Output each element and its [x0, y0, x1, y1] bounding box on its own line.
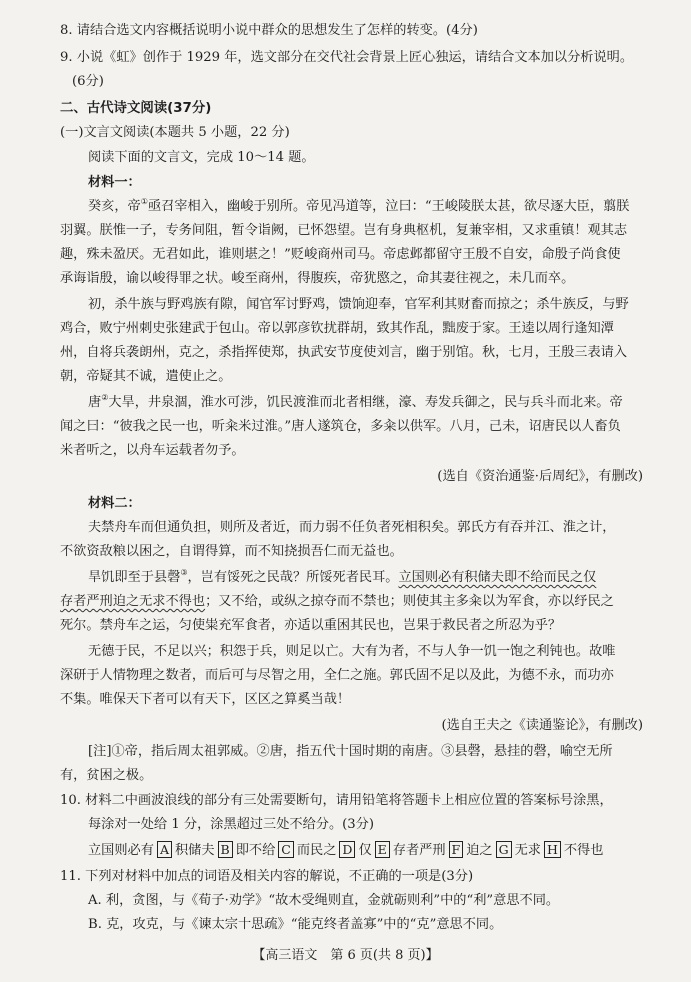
page-footer: 【高三语文 第 6 页(共 8 页)】 [252, 948, 439, 963]
question-10-line2: 每涂对一处给 1 分，涂黑超过三处不给分。(3分) [88, 817, 375, 832]
material2-p3-line2: 深研于人情物理之数者，而后可与尽智之用，全仁之施。郭氏固不足以及此，为德不永，而功亦 [60, 668, 614, 683]
material1-p2-line3: 州，自将兵袭朗州，克之，杀指挥使郑，执武安节度使刘言，幽于别馆。秋，七月，王殷三表请入 [60, 345, 628, 360]
answer-box-h[interactable]: H [544, 841, 561, 858]
material1-p2-line4: 朝，帝疑其不诚，遣使止之。 [60, 369, 232, 384]
material2-p2-line3 [60, 615, 561, 636]
option-text: 积储夫 [174, 843, 215, 858]
wavy-underlined-text: 立国则必有积储夫即不给而民之仅 [398, 570, 597, 585]
material2-p2-line1 [88, 567, 596, 588]
text-run: 癸亥，帝 [88, 199, 141, 214]
material1-p1-line1 [88, 196, 629, 217]
material2-p3-line1: 无德于民，不足以兴；积怨于兵，则足以亡。大有为者，不与人争一饥一饱之利钝也。故唯 [88, 644, 616, 659]
instruction: 阅读下面的文言文，完成 10～14 题。 [88, 150, 315, 165]
answer-box-e[interactable]: E [375, 841, 390, 858]
question-11-option-b: B. 克，攻克，与《谏太宗十思疏》“能克终者盖寡”中的“克”意思不同。 [88, 917, 503, 932]
notes-line2: 有，贫困之极。 [60, 768, 153, 783]
answer-box-g[interactable]: G [496, 841, 512, 858]
option-text: 迫之 [466, 843, 493, 858]
notes-line1: [注]①帝，指后周太祖郭威。②唐，指五代十国时期的南唐。③县磬，悬挂的磬，喻空无所 [88, 744, 613, 759]
material1-p3-line3: 米者听之，以舟车运载者勿予。 [60, 443, 245, 458]
text-run: 旱饥即至于县磬 [88, 570, 181, 585]
question-11-option-a: A. 利，贪图，与《荀子·劝学》“故木受绳则直，金就砺则利”中的“利”意思不同。 [88, 893, 560, 908]
option-text: 存者严刑 [392, 843, 446, 858]
answer-box-d[interactable]: D [339, 841, 355, 858]
material2-p3-line3: 不集。唯保天下者可以有天下，区区之算奚当哉！ [60, 692, 351, 707]
question-10-options [88, 840, 603, 861]
material2-label: 材料二： [88, 496, 141, 511]
answer-box-c[interactable]: C [278, 841, 294, 858]
option-text: 而民之 [296, 843, 337, 858]
option-text: 不得也 [563, 843, 604, 858]
question-10-line1: 10. 材料二中画波浪线的部分有三处需要断句，请用铅笔将答题卡上相应位置的答案标号涂黑， [60, 793, 613, 808]
material1-label: 材料一： [88, 175, 141, 190]
text-run: 则使其主多籴以为军食，亦以纾民之 [402, 594, 614, 609]
option-text: 立国则必有 [88, 843, 154, 858]
question-9-line2: (6分) [72, 74, 104, 89]
material2-p1-line2: 不欲资敌粮以困之，自谓得算，而不知挠损吾仁而无益也。 [60, 544, 403, 559]
text-run: 大旱，井泉涸，淮水可涉，饥民渡淮而北者相继，濠、寿发兵御之，民与兵斗而北来。帝 [108, 395, 623, 410]
material2-source: (选自王夫之《读通鉴论》，有删改) [441, 718, 643, 733]
material1-p2-line1: 初，杀牛族与野鸡族有隙，闻官军讨野鸡，馈饷迎奉，官军利其财畜而掠之；杀牛族反，与野 [88, 297, 629, 312]
answer-box-a[interactable]: A [157, 841, 172, 858]
answer-box-b[interactable]: B [218, 841, 233, 858]
wavy-underlined-text: 存者严刑迫之无求不得也 [60, 594, 206, 609]
question-11-stem: 11. 下列对材料中加点的词语及相关内容的解说，不正确的一项是(3分) [60, 869, 474, 884]
material1-p1-line2: 羽翼。朕惟一子，专务间阻，暂令诣阙，已怀怨望。岂有身典枢机，复兼宰相，又求重镇！观其志 [60, 223, 628, 238]
text-run: 死尔。 [60, 618, 100, 633]
text-run: ，岂有馁死之民哉？所馁死者民耳。 [187, 570, 399, 585]
footnote-marker: ① [140, 197, 148, 206]
material2-p2-line2 [60, 591, 614, 612]
material1-p3-line2: 闻之曰：“彼我之民一也，听籴米过淮。”唐人遂筑仓，多籴以供军。八月，己未，诏唐民以人畜负 [60, 419, 621, 434]
footnote-marker: ② [101, 393, 109, 402]
subsection-title: (一)文言文阅读(本题共 5 小题，22 分) [60, 125, 290, 140]
material1-p1-line4: 承诲诣殷，谕以峻得罪之状。峻至商州，得腹疾，帝犹愍之，命其妻往视之，未几而卒。 [60, 271, 575, 286]
material2-p1-line1: 夫禁舟车而但通负担，则所及者近，而力弱不任负者死相积矣。郭氏方有吞并江、淮之计， [88, 520, 616, 535]
text-run: ；又不给，或纵之掠夺而不禁也； [205, 594, 403, 609]
material1-source: (选自《资治通鉴·后周纪》，有删改) [437, 469, 643, 484]
answer-box-f[interactable]: F [449, 841, 464, 858]
text-run: 禁舟车之运，匀使粜充军食者，亦适以重困其民也，岂果于救民者之所忍为乎？ [99, 618, 562, 633]
section-title: 二、古代诗文阅读(37分) [60, 101, 212, 116]
question-8: 8. 请结合选文内容概括说明小说中群众的思想发生了怎样的转变。(4分) [60, 23, 478, 38]
text-run: 亟召宰相入，幽峻于别所。帝见冯道等，泣曰：“王峻陵朕太甚，欲尽逐大臣，翦朕 [147, 199, 630, 214]
footnote-marker: ③ [180, 568, 188, 577]
text-run: 唐 [88, 395, 102, 410]
material1-p2-line2: 鸡合，败宁州刺史张建武于包山。帝以郭彦钦扰群胡，致其作乱，黜废于家。王逵以周行逢知潭 [60, 321, 614, 336]
option-text: 无求 [514, 843, 541, 858]
question-9-line1: 9. 小说《虹》创作于 1929 年，选文部分在交代社会背景上匠心独运，请结合文本加以分析说明。 [60, 50, 634, 65]
material1-p3-line1 [88, 392, 623, 413]
material1-p1-line3: 趣，殊未盈厌。无君如此，谁则堪之！”贬峻商州司马。帝虑邺都留守王殷不自安，命殷子尚食使 [60, 247, 621, 262]
option-text: 即不给 [235, 843, 276, 858]
option-text: 仅 [358, 843, 372, 858]
